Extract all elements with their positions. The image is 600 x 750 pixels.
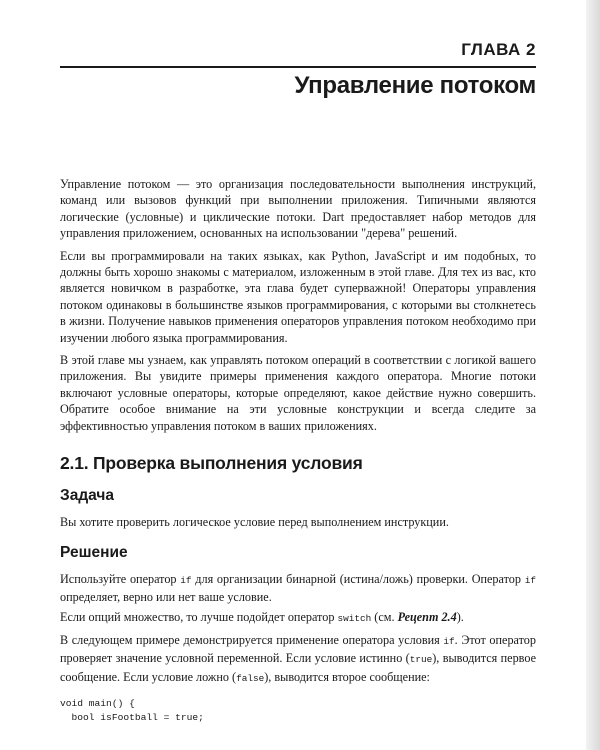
code-line: bool isFootball = true; (60, 711, 204, 723)
code-line: void main() { (60, 697, 135, 709)
page-edge (586, 0, 600, 750)
chapter-header (461, 40, 536, 60)
intro-paragraph-3: В этой главе мы узнаем, как управлять потоком операций в соответствии с логикой вашего приложения. Вы увидите примеры применения каждого оператора. Многие потоки включают условные операторы, которые определяют, какое действие нужно совершить. Обратите особое внимание на эти условные конструкции и всегда следите за эффективностью управления потоком в ваших приложениях. (60, 353, 536, 433)
text-run: определяет, верно или нет ваше условие. (60, 589, 272, 604)
text-run: (см. (371, 610, 398, 625)
text-run: ). (456, 610, 464, 625)
header-rule (60, 66, 536, 68)
intro-paragraph-2: Если вы программировали на таких языках, как Python, JavaScript и им подобных, то должны быть хорошо знакомы с материалом, изложенным в этой главе. Для тех из вас, кто является новичком в разработке, эта глава будет суперважной! Операторы управления потоком одинаковы в большинстве языков программирования, с которыми вы столкнетесь в жизни. Получение навыков применения операторов управления потоком необходимо при изучении любого языка программирования. (60, 248, 536, 345)
chapter-label: ГЛАВА 2 (461, 40, 536, 59)
solution-paragraph-1 (60, 571, 536, 606)
intro-paragraph-1: Управление потоком — это организация последовательности выполнения инструкций, команд или вызовов функций при выполнении приложения. Типичными являются логические (условные) и циклические потоки. Dart предоставляет набор методов для управления приложением, основанных на использовании "дерева" решений. (60, 177, 536, 241)
code-listing (60, 697, 536, 725)
text-run: Если опций множество, то лучше подойдет оператор (60, 610, 338, 625)
text-run: В следующем примере демонстрируется применение оператора условия (60, 632, 444, 647)
section-title: 2.1. Проверка выполнения условия (60, 453, 363, 474)
text-run: ), выводится второе сообщение: (264, 669, 430, 684)
text-run: ), выводится первое сообщение. Если условие ложно ( (60, 651, 536, 684)
task-heading: Задача (60, 487, 115, 505)
text-run: Используйте оператор (60, 571, 181, 586)
inline-code: true (409, 654, 433, 666)
solution-heading: Решение (60, 543, 128, 561)
recipe-reference: Рецепт 2.4 (397, 610, 457, 625)
text-run: для организации бинарной (истина/ложь) проверки. Оператор (191, 571, 525, 586)
text-run: . Этот оператор проверяет значение условной переменной. Если условие истинно ( (60, 632, 536, 666)
inline-code: switch (337, 613, 372, 625)
task-text: Вы хотите проверить логическое условие перед выполнением инструкции. (60, 515, 449, 530)
solution-paragraph-3 (60, 632, 536, 687)
inline-code: if (180, 574, 192, 586)
chapter-title: Управление потоком (294, 72, 536, 99)
inline-code: if (524, 574, 536, 586)
solution-paragraph-2 (60, 609, 536, 627)
inline-code: if (443, 635, 455, 647)
inline-code: false (236, 672, 265, 684)
page-content (60, 176, 536, 725)
